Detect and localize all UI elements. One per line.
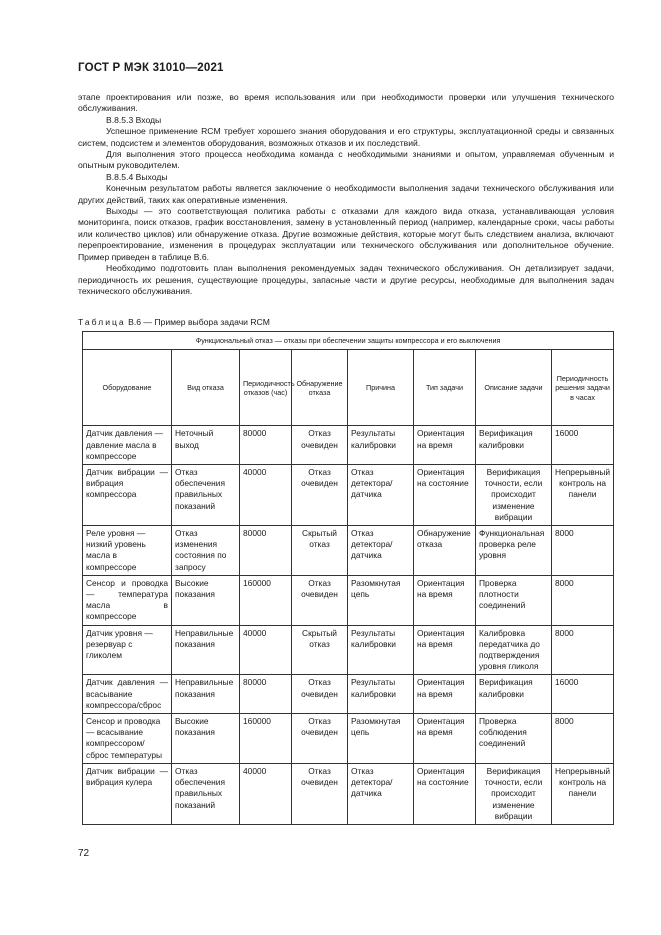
paragraph: Необходимо подготовить план выполнения рекомендуемых задач технического обслуживания. Он детализирует задачи, периодичность их решения, существующие процедуры, запасные части и другие ресурсы, необходимые для выполнения задач технического обслуживания. [78, 263, 614, 296]
column-header: Обнаружение отказа [292, 350, 348, 426]
equipment-cell: Датчик вибрации — вибрация кулера [83, 763, 172, 824]
column-header: Периодичность решения задачи в часах [552, 350, 614, 426]
task-interval-cell: 8000 [552, 575, 614, 625]
cause-cell: Разомкнутая цепь [348, 714, 414, 764]
task-description-cell: Верификация калибровки [476, 675, 552, 714]
detection-cell: Скрытый отказ [292, 526, 348, 576]
table-caption-word: Таблица [78, 317, 126, 327]
table-caption-title: В.6 — Пример выбора задачи RCM [128, 317, 270, 327]
table-span-header: Функциональный отказ — отказы при обеспечении защиты компрессора и его выключения [83, 332, 614, 350]
task-interval-cell: 16000 [552, 675, 614, 714]
task-type-cell: Ориентация на время [414, 426, 476, 465]
table-row [83, 714, 614, 764]
failure-mode-cell: Высокие показания [172, 575, 240, 625]
column-header: Причина [348, 350, 414, 426]
equipment-cell: Сенсор и проводка — температура масла в компрессоре [83, 575, 172, 625]
task-type-cell: Ориентация на время [414, 575, 476, 625]
section-heading: В.8.5.3 Входы [106, 114, 162, 125]
task-type-cell: Ориентация на время [414, 714, 476, 764]
equipment-cell: Сенсор и проводка — всасывание компрессором/ сброс температуры [83, 714, 172, 764]
equipment-cell: Датчик вибрации — вибрация компрессора [83, 465, 172, 526]
equipment-cell: Реле уровня — низкий уровень масла в компрессоре [83, 526, 172, 576]
failure-mode-cell: Неправильные показания [172, 625, 240, 675]
column-header: Тип задачи [414, 350, 476, 426]
table-caption [78, 317, 270, 327]
cause-cell: Отказ детектора/ датчика [348, 526, 414, 576]
task-interval-cell: Непрерывный контроль на панели [552, 763, 614, 824]
failure-mode-cell: Отказ обеспечения правильных показаний [172, 465, 240, 526]
detection-cell: Отказ очевиден [292, 426, 348, 465]
detection-cell: Отказ очевиден [292, 465, 348, 526]
equipment-cell: Датчик давления — всасывание компрессора/сброс [83, 675, 172, 714]
table-row [83, 763, 614, 824]
table-row [83, 526, 614, 576]
task-description-cell: Функциональная проверка реле уровня [476, 526, 552, 576]
paragraph: Конечным результатом работы является заключение о необходимости выполнения задачи технического обслуживания или других действий, таких как оперативные изменения. [78, 183, 614, 205]
equipment-cell: Датчик уровня — резервуар с гликолем [83, 625, 172, 675]
page-number: 72 [78, 848, 90, 859]
column-header: Вид отказа [172, 350, 240, 426]
paragraph: этапе проектирования или позже, во время использования или при необходимости проверки или улучшения технического обслуживания. [78, 92, 614, 114]
table-row [83, 426, 614, 465]
column-header: Описание задачи [476, 350, 552, 426]
task-interval-cell: 8000 [552, 625, 614, 675]
table-row [83, 625, 614, 675]
detection-cell: Отказ очевиден [292, 575, 348, 625]
cause-cell: Результаты калибровки [348, 675, 414, 714]
cause-cell: Отказ детектора/ датчика [348, 465, 414, 526]
column-header: Оборудование [83, 350, 172, 426]
task-description-cell: Верификация точности, если происходит изменение вибрации [476, 763, 552, 824]
failure-mode-cell: Высокие показания [172, 714, 240, 764]
task-type-cell: Ориентация на время [414, 625, 476, 675]
failure-period-cell: 160000 [240, 575, 292, 625]
failure-mode-cell: Неправильные показания [172, 675, 240, 714]
task-type-cell: Обнаружение отказа [414, 526, 476, 576]
table-row [83, 575, 614, 625]
failure-period-cell: 80000 [240, 526, 292, 576]
task-type-cell: Ориентация на время [414, 675, 476, 714]
detection-cell: Отказ очевиден [292, 714, 348, 764]
failure-period-cell: 40000 [240, 465, 292, 526]
task-type-cell: Ориентация на состояние [414, 465, 476, 526]
task-interval-cell: 8000 [552, 714, 614, 764]
detection-cell: Скрытый отказ [292, 625, 348, 675]
detection-cell: Отказ очевиден [292, 763, 348, 824]
cause-cell: Разомкнутая цепь [348, 575, 414, 625]
equipment-cell: Датчик давления — давление масла в компрессоре [83, 426, 172, 465]
paragraph: Выходы — это соответствующая политика работы с отказами для каждого вида отказа, устанавливающая условия мониторинга, поиск отказов, график восстановления, замену в установленный период (например, календарные сроки, часы работы или количество циклов) или обнаружение отказа. Другие возможные действия, которые могут быть следствием анализа, включают перепроектирование, изменения в процедурах эксплуатации или технического обслуживания или дополнительное обучение. Пример приведен в таблице В.6. [78, 206, 614, 262]
failure-mode-cell: Отказ обеспечения правильных показаний [172, 763, 240, 824]
cause-cell: Отказ детектора/ датчика [348, 763, 414, 824]
failure-period-cell: 80000 [240, 426, 292, 465]
rcm-table [82, 331, 614, 825]
section-heading: В.8.5.4 Выходы [106, 171, 168, 182]
table-row [83, 465, 614, 526]
failure-period-cell: 40000 [240, 625, 292, 675]
failure-mode-cell: Неточный выход [172, 426, 240, 465]
task-description-cell: Проверка соблюдения соединений [476, 714, 552, 764]
task-interval-cell: 8000 [552, 526, 614, 576]
body-text [78, 92, 614, 297]
cause-cell: Результаты калибровки [348, 625, 414, 675]
task-type-cell: Ориентация на состояние [414, 763, 476, 824]
failure-period-cell: 40000 [240, 763, 292, 824]
cause-cell: Результаты калибровки [348, 426, 414, 465]
failure-period-cell: 160000 [240, 714, 292, 764]
task-description-cell: Верификация калибровки [476, 426, 552, 465]
column-header: Периодичность отказов (час) [240, 350, 292, 426]
detection-cell: Отказ очевиден [292, 675, 348, 714]
failure-period-cell: 80000 [240, 675, 292, 714]
task-interval-cell: Непрерывный контроль на панели [552, 465, 614, 526]
table-row [83, 675, 614, 714]
paragraph: Для выполнения этого процесса необходима команда с необходимыми знаниями и опытом, управляемая обученным и опытным руководителем. [78, 149, 614, 171]
task-description-cell: Проверка плотности соединений [476, 575, 552, 625]
failure-mode-cell: Отказ изменения состояния по запросу [172, 526, 240, 576]
task-description-cell: Калибровка передатчика до подтверждения уровня гликоля [476, 625, 552, 675]
document-header: ГОСТ Р МЭК 31010—2021 [78, 62, 224, 74]
paragraph: Успешное применение RCM требует хорошего знания оборудования и его структуры, эксплуатационной среды и связанных систем, подсистем и элементов оборудования, возможных отказов и их последствий. [78, 126, 614, 148]
task-description-cell: Верификация точности, если происходит изменение вибрации [476, 465, 552, 526]
task-interval-cell: 16000 [552, 426, 614, 465]
